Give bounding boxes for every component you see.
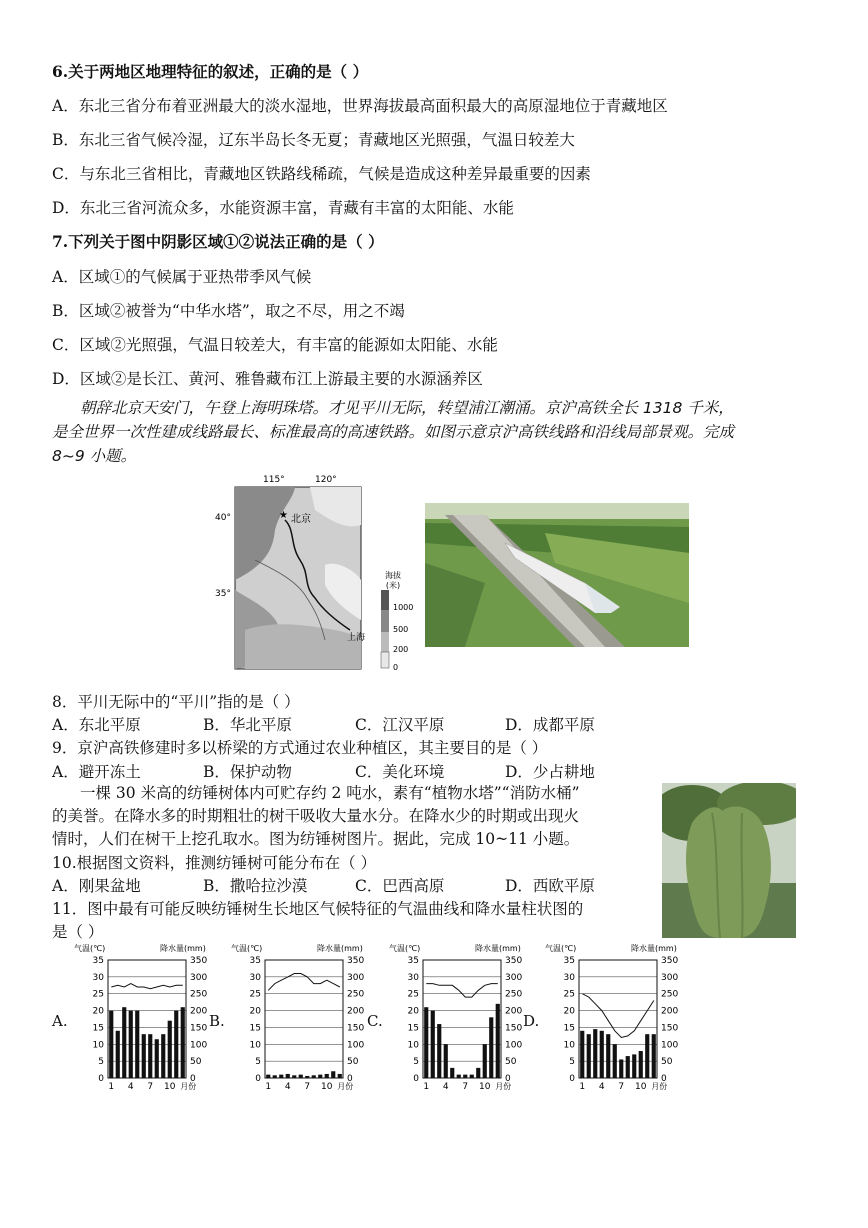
month-tick-label: 7 <box>462 1082 469 1090</box>
month-axis-label: 月份 <box>495 1082 512 1090</box>
precip-tick-label: 0 <box>190 1074 196 1084</box>
map-label-lon2: 120° <box>315 475 337 485</box>
q6-option-c: C．与东北三省相比，青藏地区铁路线稀疏，气候是造成这种差异最重要的因素 <box>52 165 591 183</box>
precip-axis-label: 降水量(mm) <box>631 944 677 953</box>
precip-tick-label: 300 <box>505 972 523 983</box>
precip-bar <box>463 1075 467 1078</box>
precip-bar <box>613 1044 617 1078</box>
passage2-line2: 的美誉。在降水多的时期粗壮的树干吸收大量水分。在降水少的时期或出现火 <box>52 807 580 825</box>
precip-bar <box>450 1068 454 1078</box>
temp-axis-label: 气温(℃) <box>545 944 577 953</box>
month-axis-label: 月份 <box>337 1082 354 1090</box>
temp-tick-label: 20 <box>563 1006 575 1017</box>
q9-option-c: C．美化环境 <box>355 763 445 781</box>
temperature-line <box>582 994 654 1038</box>
legend-swatch-lowest <box>381 652 389 668</box>
temp-tick-label: 20 <box>407 1006 419 1017</box>
temp-tick-label: 0 <box>255 1074 261 1084</box>
precip-bar <box>161 1034 165 1078</box>
temp-tick-label: 15 <box>92 1023 104 1034</box>
temp-tick-label: 30 <box>249 972 261 983</box>
q8-option-b: B．华北平原 <box>203 716 292 734</box>
precip-tick-label: 200 <box>347 1006 365 1017</box>
precip-bar <box>626 1056 630 1078</box>
precip-bar <box>587 1034 591 1078</box>
precip-bar <box>305 1076 309 1078</box>
q7-option-a: A．区域①的气候属于亚热带季风气候 <box>52 268 312 286</box>
temp-tick-label: 5 <box>255 1057 261 1068</box>
precip-bar <box>424 1007 428 1078</box>
precip-tick-label: 150 <box>347 1023 365 1034</box>
chart-option-label: C. <box>367 1012 383 1030</box>
precip-bar <box>645 1034 649 1078</box>
q7-option-b: B．区域②被誉为“中华水塔”，取之不尽，用之不竭 <box>52 302 405 320</box>
precip-bar <box>286 1074 290 1078</box>
temp-tick-label: 0 <box>98 1074 104 1084</box>
high-speed-train-photo <box>425 503 689 647</box>
temp-axis-label: 气温(℃) <box>231 944 263 953</box>
precip-axis-label: 降水量(mm) <box>317 944 363 953</box>
precip-bar <box>109 1011 113 1078</box>
railway-relief-map <box>215 470 415 678</box>
month-tick-label: 4 <box>127 1082 134 1090</box>
temp-tick-label: 5 <box>98 1057 104 1068</box>
temp-tick-label: 10 <box>563 1040 575 1051</box>
precip-bar <box>122 1007 126 1078</box>
temp-tick-label: 25 <box>563 989 575 1000</box>
chart-option-label: B. <box>209 1012 225 1030</box>
map-label-lon1: 115° <box>263 475 285 485</box>
q7-option-d: D．区域②是长江、黄河、雅鲁藏布江上游最主要的水源涵养区 <box>52 370 483 388</box>
q11-stem-line1: 11．图中最有可能反映纺锤树生长地区气候特征的气温曲线和降水量柱状图的 <box>52 900 584 918</box>
precip-tick-label: 250 <box>347 989 365 1000</box>
q10-stem: 10.根据图文资料，推测纺锤树可能分布在（ ） <box>52 854 377 872</box>
precip-tick-label: 0 <box>661 1074 667 1084</box>
temp-tick-label: 20 <box>92 1006 104 1017</box>
beijing-star-icon: ★ <box>279 510 288 521</box>
precip-tick-label: 50 <box>505 1057 517 1068</box>
precip-bar <box>639 1051 643 1078</box>
q8-option-d: D．成都平原 <box>505 716 595 734</box>
climate-chart <box>221 940 376 1090</box>
month-tick-label: 7 <box>618 1082 625 1090</box>
precip-bar <box>619 1059 623 1078</box>
legend-200: 200 <box>393 645 409 654</box>
month-tick-label: 7 <box>304 1082 311 1090</box>
climate-chart <box>64 940 219 1090</box>
chart-option-label: D. <box>523 1012 540 1030</box>
legend-title-1: 海拔 <box>385 571 401 580</box>
precip-tick-label: 300 <box>190 972 208 983</box>
month-tick-label: 1 <box>265 1082 272 1090</box>
climate-chart <box>535 940 690 1090</box>
precip-bar <box>266 1075 270 1078</box>
precip-tick-label: 50 <box>661 1057 673 1068</box>
map-label-shanghai: 上海 <box>347 633 366 643</box>
bottle-tree-photo <box>662 783 796 938</box>
precip-bar <box>483 1044 487 1078</box>
precip-tick-label: 150 <box>661 1023 679 1034</box>
precip-tick-label: 50 <box>347 1057 359 1068</box>
temp-tick-label: 20 <box>249 1006 261 1017</box>
legend-title-2: (米) <box>385 581 401 590</box>
precip-bar <box>312 1075 316 1078</box>
q9-option-b: B．保护动物 <box>203 763 292 781</box>
precip-bar <box>593 1029 597 1078</box>
month-tick-label: 10 <box>479 1082 491 1090</box>
q9-stem: 9．京沪高铁修建时多以桥梁的方式通过农业种植区，其主要目的是（ ） <box>52 739 548 757</box>
q6-option-a: A．东北三省分布着亚洲最大的淡水湿地，世界海拔最高面积最大的高原湿地位于青藏地区 <box>52 97 668 115</box>
precip-bar <box>470 1075 474 1078</box>
precip-tick-label: 100 <box>190 1040 208 1051</box>
temp-tick-label: 10 <box>249 1040 261 1051</box>
precip-tick-label: 350 <box>347 956 365 966</box>
q9-option-a: A．避开冻土 <box>52 763 141 781</box>
precip-tick-label: 0 <box>505 1074 511 1084</box>
precip-bar <box>318 1075 322 1078</box>
precip-bar <box>496 1004 500 1078</box>
legend-1000: 1000 <box>393 603 414 612</box>
precip-bar <box>489 1017 493 1078</box>
temp-tick-label: 30 <box>407 972 419 983</box>
month-tick-label: 4 <box>442 1082 449 1090</box>
map-label-lat2: 35° <box>215 589 231 599</box>
precip-bar <box>331 1071 335 1078</box>
legend-swatch-high <box>381 590 389 610</box>
temp-tick-label: 35 <box>563 956 575 966</box>
precip-tick-label: 200 <box>505 1006 523 1017</box>
passage1-line2: 是全世界一次性建成线路最长、标准最高的高速铁路。如图示意京沪高铁线路和沿线局部景观。完成 <box>52 423 735 441</box>
precip-tick-label: 100 <box>661 1040 679 1051</box>
precip-tick-label: 100 <box>347 1040 365 1051</box>
precip-bar <box>168 1021 172 1078</box>
month-tick-label: 10 <box>635 1082 647 1090</box>
precip-bar <box>476 1068 480 1078</box>
temp-tick-label: 15 <box>563 1023 575 1034</box>
precip-bar <box>444 1044 448 1078</box>
precip-tick-label: 350 <box>190 956 208 966</box>
precip-tick-label: 300 <box>347 972 365 983</box>
q8-stem: 8．平川无际中的“平川”指的是（ ） <box>52 693 300 711</box>
legend-swatch-mid <box>381 610 389 632</box>
temp-tick-label: 30 <box>563 972 575 983</box>
legend-500: 500 <box>393 625 409 634</box>
precip-bar <box>174 1011 178 1078</box>
precip-bar <box>652 1034 656 1078</box>
temp-tick-label: 25 <box>92 989 104 1000</box>
temp-tick-label: 35 <box>249 956 261 966</box>
q11-stem-line2: 是（ ） <box>52 923 104 941</box>
passage2-line3: 情时，人们在树干上挖孔取水。图为纺锤树图片。据此，完成 10~11 小题。 <box>52 830 580 848</box>
temp-tick-label: 35 <box>407 956 419 966</box>
month-tick-label: 1 <box>108 1082 115 1090</box>
precip-bar <box>135 1011 139 1078</box>
temp-tick-label: 5 <box>569 1057 575 1068</box>
precip-bar <box>292 1075 296 1078</box>
temperature-line <box>268 974 340 991</box>
temp-tick-label: 5 <box>413 1057 419 1068</box>
precip-tick-label: 150 <box>190 1023 208 1034</box>
precip-axis-label: 降水量(mm) <box>160 944 206 953</box>
temp-tick-label: 15 <box>249 1023 261 1034</box>
temp-tick-label: 35 <box>92 956 104 966</box>
passage1-line1: 朝辞北京天安门，午登上海明珠塔。才见平川无际，转望浦江潮涌。京沪高铁全长 1318 千米， <box>80 399 734 417</box>
precip-bar <box>600 1031 604 1078</box>
precip-tick-label: 250 <box>505 989 523 1000</box>
precip-axis-label: 降水量(mm) <box>475 944 521 953</box>
precip-tick-label: 300 <box>661 972 679 983</box>
temp-tick-label: 0 <box>413 1074 419 1084</box>
month-tick-label: 1 <box>579 1082 586 1090</box>
q10-option-d: D．西欧平原 <box>505 877 595 895</box>
temp-tick-label: 30 <box>92 972 104 983</box>
q6-option-d: D．东北三省河流众多，水能资源丰富，青藏有丰富的太阳能、水能 <box>52 199 514 217</box>
temperature-line <box>426 984 498 998</box>
precip-tick-label: 50 <box>190 1057 202 1068</box>
precip-bar <box>632 1054 636 1078</box>
precip-bar <box>338 1074 342 1078</box>
precip-bar <box>155 1039 159 1078</box>
temp-tick-label: 10 <box>407 1040 419 1051</box>
precip-bar <box>273 1075 277 1078</box>
chart-option-label: A. <box>52 1012 68 1030</box>
q10-option-c: C．巴西高原 <box>355 877 445 895</box>
map-label-beijing: 北京 <box>291 514 311 525</box>
month-tick-label: 1 <box>423 1082 430 1090</box>
precip-bar <box>148 1034 152 1078</box>
precip-bar <box>606 1034 610 1078</box>
precip-tick-label: 200 <box>661 1006 679 1017</box>
precip-bar <box>279 1075 283 1078</box>
legend-0: 0 <box>393 663 399 672</box>
q6-option-b: B．东北三省气候冷湿，辽东半岛长冬无夏；青藏地区光照强，气温日较差大 <box>52 131 575 149</box>
precip-tick-label: 100 <box>505 1040 523 1051</box>
temp-tick-label: 0 <box>569 1074 575 1084</box>
temperature-line <box>111 984 183 989</box>
precip-bar <box>431 1011 435 1078</box>
month-axis-label: 月份 <box>180 1082 197 1090</box>
precip-bar <box>129 1011 133 1078</box>
precip-tick-label: 150 <box>505 1023 523 1034</box>
precip-bar <box>457 1075 461 1078</box>
precip-tick-label: 350 <box>661 956 679 966</box>
q7-option-c: C．区域②光照强，气温日较差大，有丰富的能源如太阳能、水能 <box>52 336 498 354</box>
precip-bar <box>437 1024 441 1078</box>
precip-tick-label: 250 <box>190 989 208 1000</box>
temp-tick-label: 10 <box>92 1040 104 1051</box>
tree-trunk-icon <box>686 807 771 938</box>
precip-bar <box>299 1075 303 1078</box>
temp-axis-label: 气温(℃) <box>389 944 421 953</box>
q8-option-a: A．东北平原 <box>52 716 141 734</box>
plot-frame <box>265 960 343 1078</box>
temp-tick-label: 25 <box>249 989 261 1000</box>
climate-chart <box>379 940 534 1090</box>
precip-bar <box>181 1007 185 1078</box>
month-tick-label: 10 <box>164 1082 176 1090</box>
passage2-line1: 一棵 30 米高的纺锤树体内可贮存约 2 吨水，素有“植物水塔”“消防水桶” <box>80 784 580 802</box>
temp-axis-label: 气温(℃) <box>74 944 106 953</box>
precip-bar <box>116 1031 120 1078</box>
precip-tick-label: 250 <box>661 989 679 1000</box>
month-tick-label: 7 <box>147 1082 154 1090</box>
precip-tick-label: 200 <box>190 1006 208 1017</box>
precip-bar <box>580 1031 584 1078</box>
month-tick-label: 4 <box>598 1082 605 1090</box>
precip-bar <box>142 1034 146 1078</box>
q8-option-c: C．江汉平原 <box>355 716 445 734</box>
month-tick-label: 10 <box>321 1082 333 1090</box>
temp-tick-label: 25 <box>407 989 419 1000</box>
q9-option-d: D．少占耕地 <box>505 763 595 781</box>
q10-option-a: A．刚果盆地 <box>52 877 141 895</box>
map-label-lat1: 40° <box>215 513 231 523</box>
legend-swatch-low <box>381 632 389 652</box>
month-axis-label: 月份 <box>651 1082 668 1090</box>
q6-stem: 6.关于两地区地理特征的叙述，正确的是（ ） <box>52 62 369 81</box>
precip-tick-label: 350 <box>505 956 523 966</box>
precip-bar <box>325 1074 329 1078</box>
precip-tick-label: 0 <box>347 1074 353 1084</box>
q10-option-b: B．撒哈拉沙漠 <box>203 877 308 895</box>
passage1-line3: 8~9 小题。 <box>52 447 137 465</box>
q7-stem: 7.下列关于图中阴影区域①②说法正确的是（ ） <box>52 232 384 251</box>
temp-tick-label: 15 <box>407 1023 419 1034</box>
month-tick-label: 4 <box>284 1082 291 1090</box>
